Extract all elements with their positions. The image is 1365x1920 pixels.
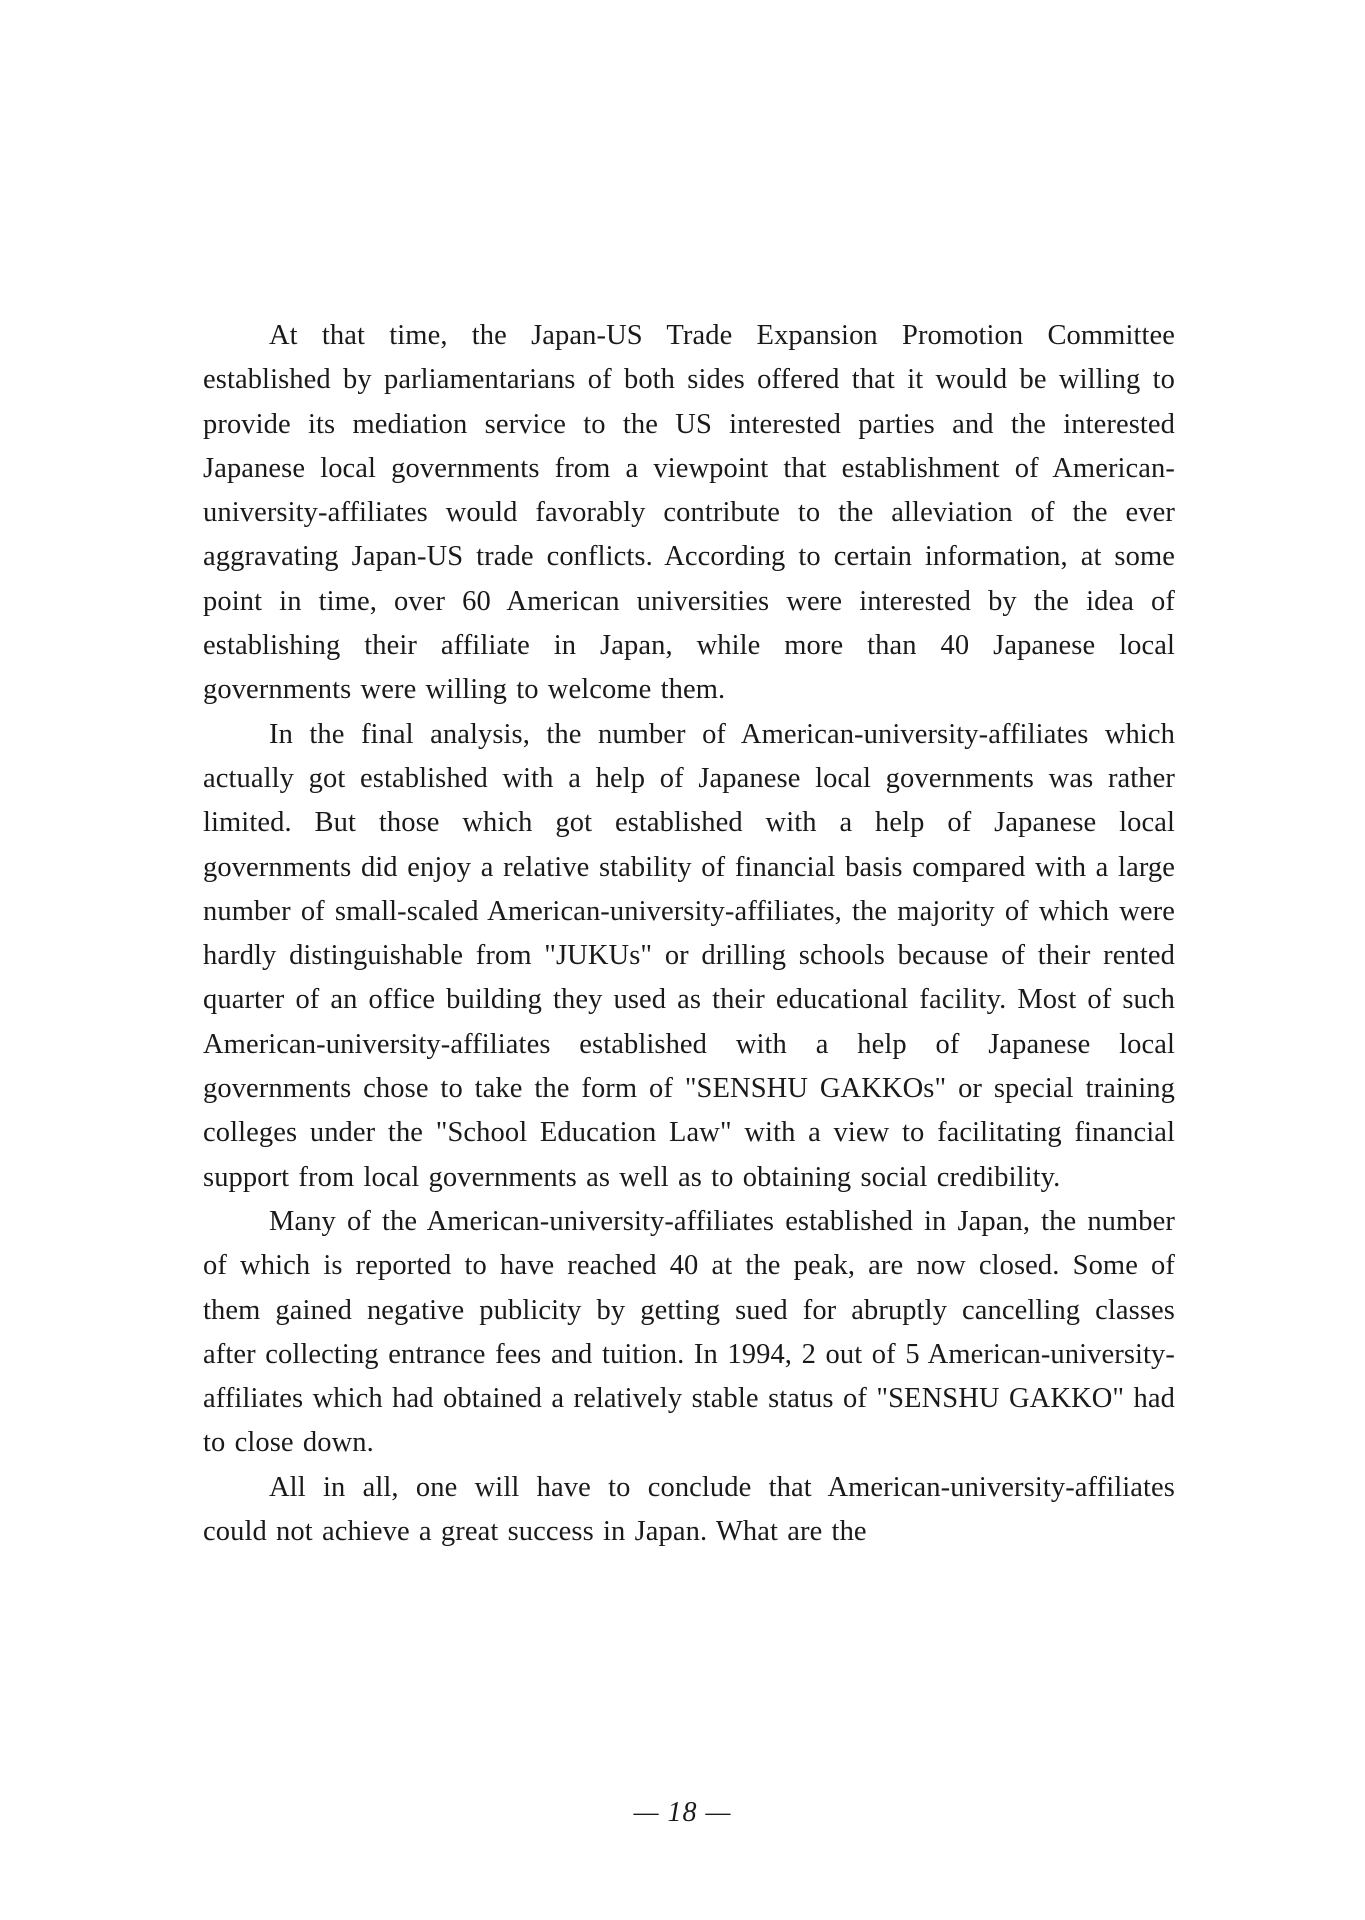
paragraph-2: In the final analysis, the number of American-university-affiliates which actually got established with a help of Japanese local governments was rather limited. But those which got established with a help of Japanese local governments did enjoy a relative stability of financial basis compared with a large number of small-scaled American-university-affiliates, the majority of which were hardly distinguishable from "JUKUs" or drilling schools because of their rented quarter of an office building they used as their educational facility. Most of such American-university-affiliates established with a help of Japanese local governments chose to take the form of "SENSHU GAKKOs" or special training colleges under the "School Education Law" with a view to facilitating financial support from local governments as well as to obtaining social credibility.	[203, 718, 1175, 1193]
paragraph-3: Many of the American-university-affiliates established in Japan, the number of which is reported to have reached 40 at the peak, are now closed. Some of them gained negative publicity by getting sued for abruptly cancelling classes after collecting entrance fees and tuition. In 1994, 2 out of 5 American-university-affiliates which had obtained a relatively stable status of "SENSHU GAKKO" had to close down.	[203, 1205, 1175, 1459]
page-number: — 18 —	[633, 1797, 732, 1828]
paragraph-4: All in all, one will have to conclude that American-university-affiliates could not achieve a great success in Japan. What are the	[203, 1471, 1175, 1548]
body-text	[203, 314, 1175, 1554]
paragraph-1: At that time, the Japan-US Trade Expansion Promotion Committee established by parliamentarians of both sides offered that it would be willing to provide its mediation service to the US interested parties and the interested Japanese local governments from a viewpoint that establishment of American-university-affiliates would favorably contribute to the alleviation of the ever aggravating Japan-US trade conflicts. According to certain information, at some point in time, over 60 American universities were interested by the idea of establishing their affiliate in Japan, while more than 40 Japanese local governments were willing to welcome them.	[203, 320, 1175, 706]
